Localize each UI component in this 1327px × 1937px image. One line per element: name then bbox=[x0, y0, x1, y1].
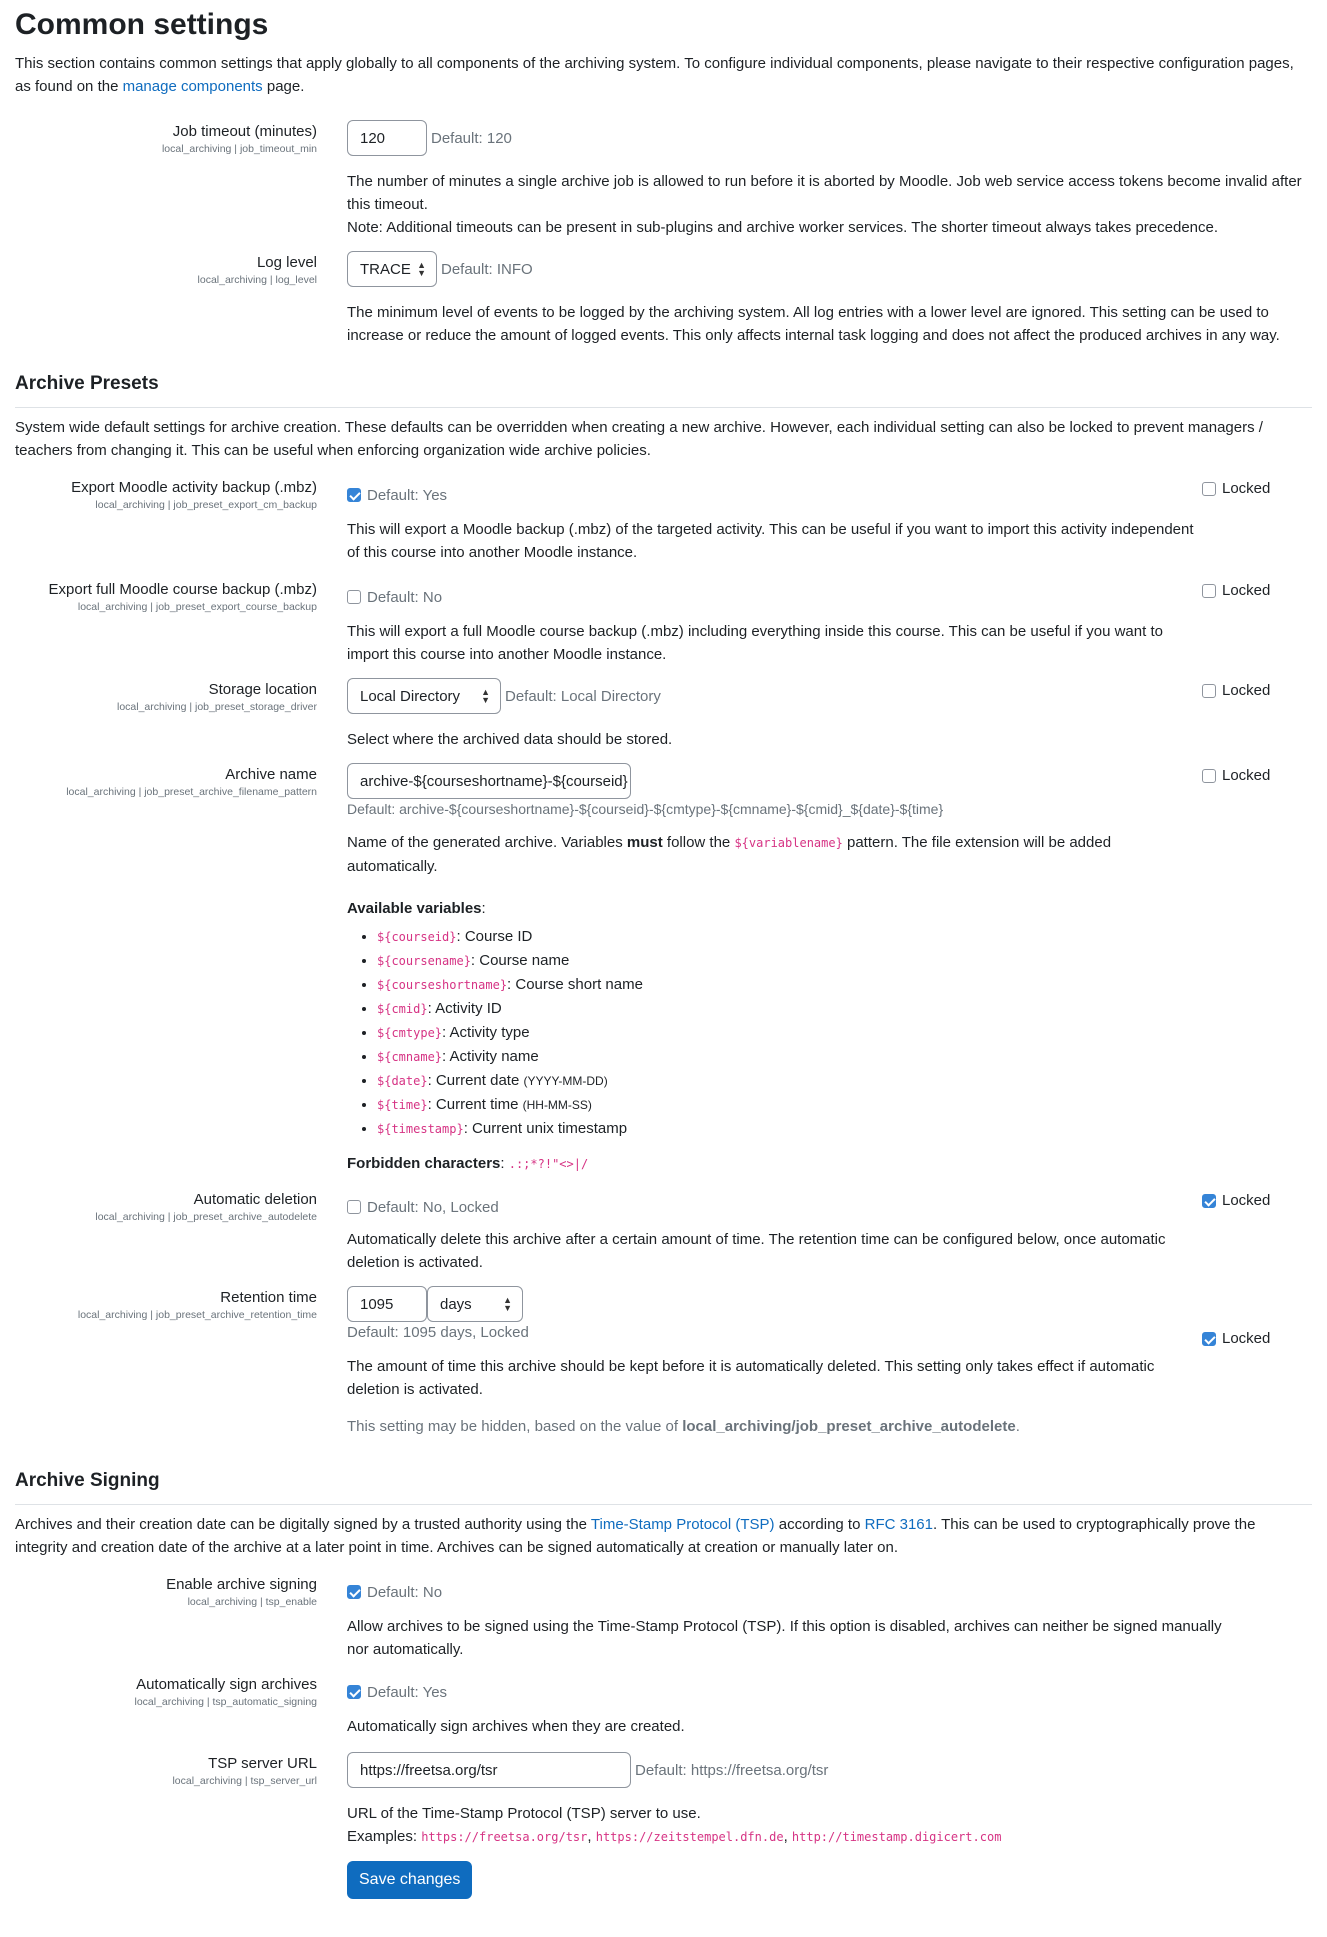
variable-item: • ${coursename}: Course name bbox=[377, 949, 1202, 973]
setting-autodelete bbox=[15, 1188, 1312, 1274]
available-variables-heading: Available variables: bbox=[347, 900, 486, 917]
forbidden-characters: Forbidden characters: .:;*?!"<>|/ bbox=[347, 1155, 589, 1172]
presets-heading: Archive Presets bbox=[15, 371, 1312, 408]
retention-locked-checkbox[interactable] bbox=[1202, 1332, 1216, 1346]
log-level-help: The minimum level of events to be logged by the archiving system. All log entries with a lower level are ignored. This setting can be used to increase or reduce the amount of logged events. This only affects internal task logging and does not affect the produced archives in any way. bbox=[347, 304, 1280, 344]
archive-name-default: Default: archive-${courseshortname}-${courseid}-${cmtype}-${cmname}-${cmid}_${date}-${time} bbox=[347, 801, 944, 817]
tsp-server-default: Default: https://freetsa.org/tsr bbox=[635, 1761, 829, 1779]
variable-item: • ${cmname}: Activity name bbox=[377, 1045, 1202, 1069]
retention-label: Retention time bbox=[220, 1289, 317, 1306]
variable-item: • ${timestamp}: Current unix timestamp bbox=[377, 1117, 1202, 1141]
storage-locked-checkbox[interactable] bbox=[1202, 684, 1216, 698]
retention-help: The amount of time this archive should be kept before it is automatically deleted. This setting only takes effect if automatic deletion is activated. bbox=[347, 1358, 1155, 1398]
select-arrows-icon: ▲ ▼ bbox=[503, 1295, 512, 1313]
auto-sign-default: Default: Yes bbox=[367, 1683, 448, 1701]
autodelete-checkbox[interactable] bbox=[347, 1200, 361, 1214]
page-title: Common settings bbox=[15, 8, 269, 41]
retention-path: local_archiving | job_preset_archive_retention_time bbox=[77, 1309, 317, 1321]
save-changes-button[interactable]: Save changes bbox=[347, 1861, 472, 1899]
enable-signing-default: Default: No bbox=[367, 1583, 443, 1601]
presets-description: System wide default settings for archive creation. These defaults can be overridden when creating a new archive. However, each individual setting can also be locked to prevent managers / teachers from changing it. This can be useful when enforcing organization wide archive policies. bbox=[15, 419, 1263, 459]
cm-backup-help: This will export a Moodle backup (.mbz) of the targeted activity. This can be useful if you want to import this activity independent of this course into another Moodle instance. bbox=[347, 521, 1194, 561]
autodelete-path: local_archiving | job_preset_archive_autodelete bbox=[95, 1211, 317, 1223]
retention-hidden-note: This setting may be hidden, based on the value of local_archiving/job_preset_archive_autodelete. bbox=[347, 1418, 1020, 1435]
locked-label: Locked bbox=[1222, 1330, 1271, 1347]
locked-label: Locked bbox=[1222, 1192, 1271, 1209]
job-timeout-default: Default: 120 bbox=[431, 129, 512, 147]
archive-name-path: local_archiving | job_preset_archive_filename_pattern bbox=[66, 786, 317, 798]
auto-sign-label: Automatically sign archives bbox=[136, 1676, 317, 1693]
archive-name-locked-checkbox[interactable] bbox=[1202, 769, 1216, 783]
setting-auto-sign bbox=[15, 1673, 1312, 1738]
storage-label: Storage location bbox=[208, 681, 317, 698]
autodelete-default: Default: No, Locked bbox=[367, 1198, 499, 1216]
setting-enable-signing bbox=[15, 1573, 1312, 1661]
locked-label: Locked bbox=[1222, 480, 1271, 497]
auto-sign-checkbox[interactable] bbox=[347, 1685, 361, 1699]
job-timeout-path: local_archiving | job_timeout_min bbox=[161, 143, 317, 155]
cm-backup-default: Default: Yes bbox=[367, 486, 448, 504]
variable-item: • ${courseshortname}: Course short name bbox=[377, 973, 1202, 997]
archive-name-label: Archive name bbox=[225, 766, 317, 783]
course-backup-default: Default: No bbox=[367, 588, 443, 606]
setting-storage-location bbox=[15, 678, 1312, 751]
common-description: This section contains common settings that apply globally to all components of the archiving system. To configure individual components, please navigate to their respective configuration pages, as found on the manage components page. bbox=[15, 55, 1294, 95]
select-arrows-icon: ▲ ▼ bbox=[417, 260, 426, 278]
storage-help: Select where the archived data should be stored. bbox=[347, 731, 673, 748]
rfc-link[interactable]: RFC 3161 bbox=[864, 1516, 933, 1533]
course-backup-help: This will export a full Moodle course backup (.mbz) including everything inside this course. This can be useful if you want to import this course into another Moodle instance. bbox=[347, 623, 1163, 663]
setting-retention-time bbox=[15, 1286, 1312, 1438]
auto-sign-path: local_archiving | tsp_automatic_signing bbox=[134, 1696, 317, 1708]
archive-name-input[interactable]: archive-${courseshortname}-${courseid} bbox=[347, 763, 631, 799]
enable-signing-label: Enable archive signing bbox=[166, 1576, 317, 1593]
cm-backup-checkbox[interactable] bbox=[347, 488, 361, 502]
autodelete-locked-checkbox[interactable] bbox=[1202, 1194, 1216, 1208]
setting-archive-name bbox=[15, 763, 1312, 1172]
tsp-server-path: local_archiving | tsp_server_url bbox=[172, 1775, 317, 1787]
variable-item: • ${cmtype}: Activity type bbox=[377, 1021, 1202, 1045]
retention-input[interactable]: 1095 bbox=[347, 1286, 427, 1322]
course-backup-label: Export full Moodle course backup (.mbz) bbox=[48, 581, 317, 598]
enable-signing-checkbox[interactable] bbox=[347, 1585, 361, 1599]
cm-backup-locked-checkbox[interactable] bbox=[1202, 482, 1216, 496]
locked-label: Locked bbox=[1222, 682, 1271, 699]
setting-log-level bbox=[15, 251, 1312, 347]
retention-default: Default: 1095 days, Locked bbox=[347, 1324, 529, 1341]
course-backup-locked-checkbox[interactable] bbox=[1202, 584, 1216, 598]
setting-course-backup bbox=[15, 578, 1312, 666]
setting-job-timeout bbox=[15, 120, 1312, 239]
autodelete-help: Automatically delete this archive after a certain amount of time. The retention time can be configured below, once automatic deletion is activated. bbox=[347, 1231, 1166, 1271]
setting-cm-backup bbox=[15, 476, 1312, 564]
enable-signing-path: local_archiving | tsp_enable bbox=[187, 1596, 317, 1608]
storage-path: local_archiving | job_preset_storage_driver bbox=[116, 701, 317, 713]
variable-item: • ${cmid}: Activity ID bbox=[377, 997, 1202, 1021]
retention-unit-select[interactable]: days ▲ ▼ bbox=[427, 1286, 523, 1322]
archive-name-help: Name of the generated archive. Variables must follow the ${variablename} pattern. The file extension will be added automatically. bbox=[347, 834, 1112, 875]
locked-label: Locked bbox=[1222, 767, 1271, 784]
log-level-path: local_archiving | log_level bbox=[197, 274, 317, 286]
select-arrows-icon: ▲ ▼ bbox=[481, 687, 490, 705]
tsp-server-input[interactable]: https://freetsa.org/tsr bbox=[347, 1752, 631, 1788]
storage-default: Default: Local Directory bbox=[505, 687, 661, 705]
storage-select[interactable]: Local Directory ▲ ▼ bbox=[347, 678, 501, 714]
manage-components-link[interactable]: manage components bbox=[122, 78, 263, 95]
tsp-server-help: URL of the Time-Stamp Protocol (TSP) server to use. bbox=[347, 1805, 701, 1822]
autodelete-label: Automatic deletion bbox=[193, 1191, 317, 1208]
log-level-label: Log level bbox=[256, 254, 317, 271]
job-timeout-label: Job timeout (minutes) bbox=[172, 123, 317, 140]
tsp-server-label: TSP server URL bbox=[208, 1755, 317, 1772]
course-backup-path: local_archiving | job_preset_export_course_backup bbox=[77, 601, 317, 613]
job-timeout-input[interactable]: 120 bbox=[347, 120, 427, 156]
locked-label: Locked bbox=[1222, 582, 1271, 599]
variable-item: • ${courseid}: Course ID bbox=[377, 925, 1202, 949]
enable-signing-help: Allow archives to be signed using the Time-Stamp Protocol (TSP). If this option is disabled, archives can neither be signed manually nor automatically. bbox=[347, 1618, 1222, 1658]
log-level-default: Default: INFO bbox=[441, 260, 533, 278]
setting-tsp-server bbox=[15, 1752, 1312, 1899]
signing-description: Archives and their creation date can be digitally signed by a trusted authority using the Time-Stamp Protocol (TSP) according to RFC 3161. This can be used to cryptographically prove the integrity and creation date of the archive at a later point in time. Archives can be signed automatically at creation or manually later on. bbox=[15, 1516, 1256, 1556]
signing-heading: Archive Signing bbox=[15, 1468, 1312, 1505]
auto-sign-help: Automatically sign archives when they are created. bbox=[347, 1718, 685, 1735]
job-timeout-help: The number of minutes a single archive job is allowed to run before it is aborted by Moodle. Job web service access tokens become invalid after this timeout. bbox=[347, 173, 1302, 213]
log-level-select[interactable]: TRACE ▲ ▼ bbox=[347, 251, 437, 287]
variables-list bbox=[347, 925, 1202, 1141]
job-timeout-note: Note: Additional timeouts can be present in sub-plugins and archive worker services. The shorter timeout always takes precedence. bbox=[347, 219, 1219, 236]
tsp-link[interactable]: Time-Stamp Protocol (TSP) bbox=[590, 1516, 775, 1533]
variable-item: • ${date}: Current date (YYYY-MM-DD) bbox=[377, 1069, 1202, 1093]
tsp-server-examples: Examples: https://freetsa.org/tsr, https://zeitstempel.dfn.de, http://timestamp.digicert.com bbox=[347, 1828, 1002, 1845]
cm-backup-label: Export Moodle activity backup (.mbz) bbox=[71, 479, 317, 496]
variable-item: • ${time}: Current time (HH-MM-SS) bbox=[377, 1093, 1202, 1117]
cm-backup-path: local_archiving | job_preset_export_cm_backup bbox=[95, 499, 317, 511]
course-backup-checkbox[interactable] bbox=[347, 590, 361, 604]
